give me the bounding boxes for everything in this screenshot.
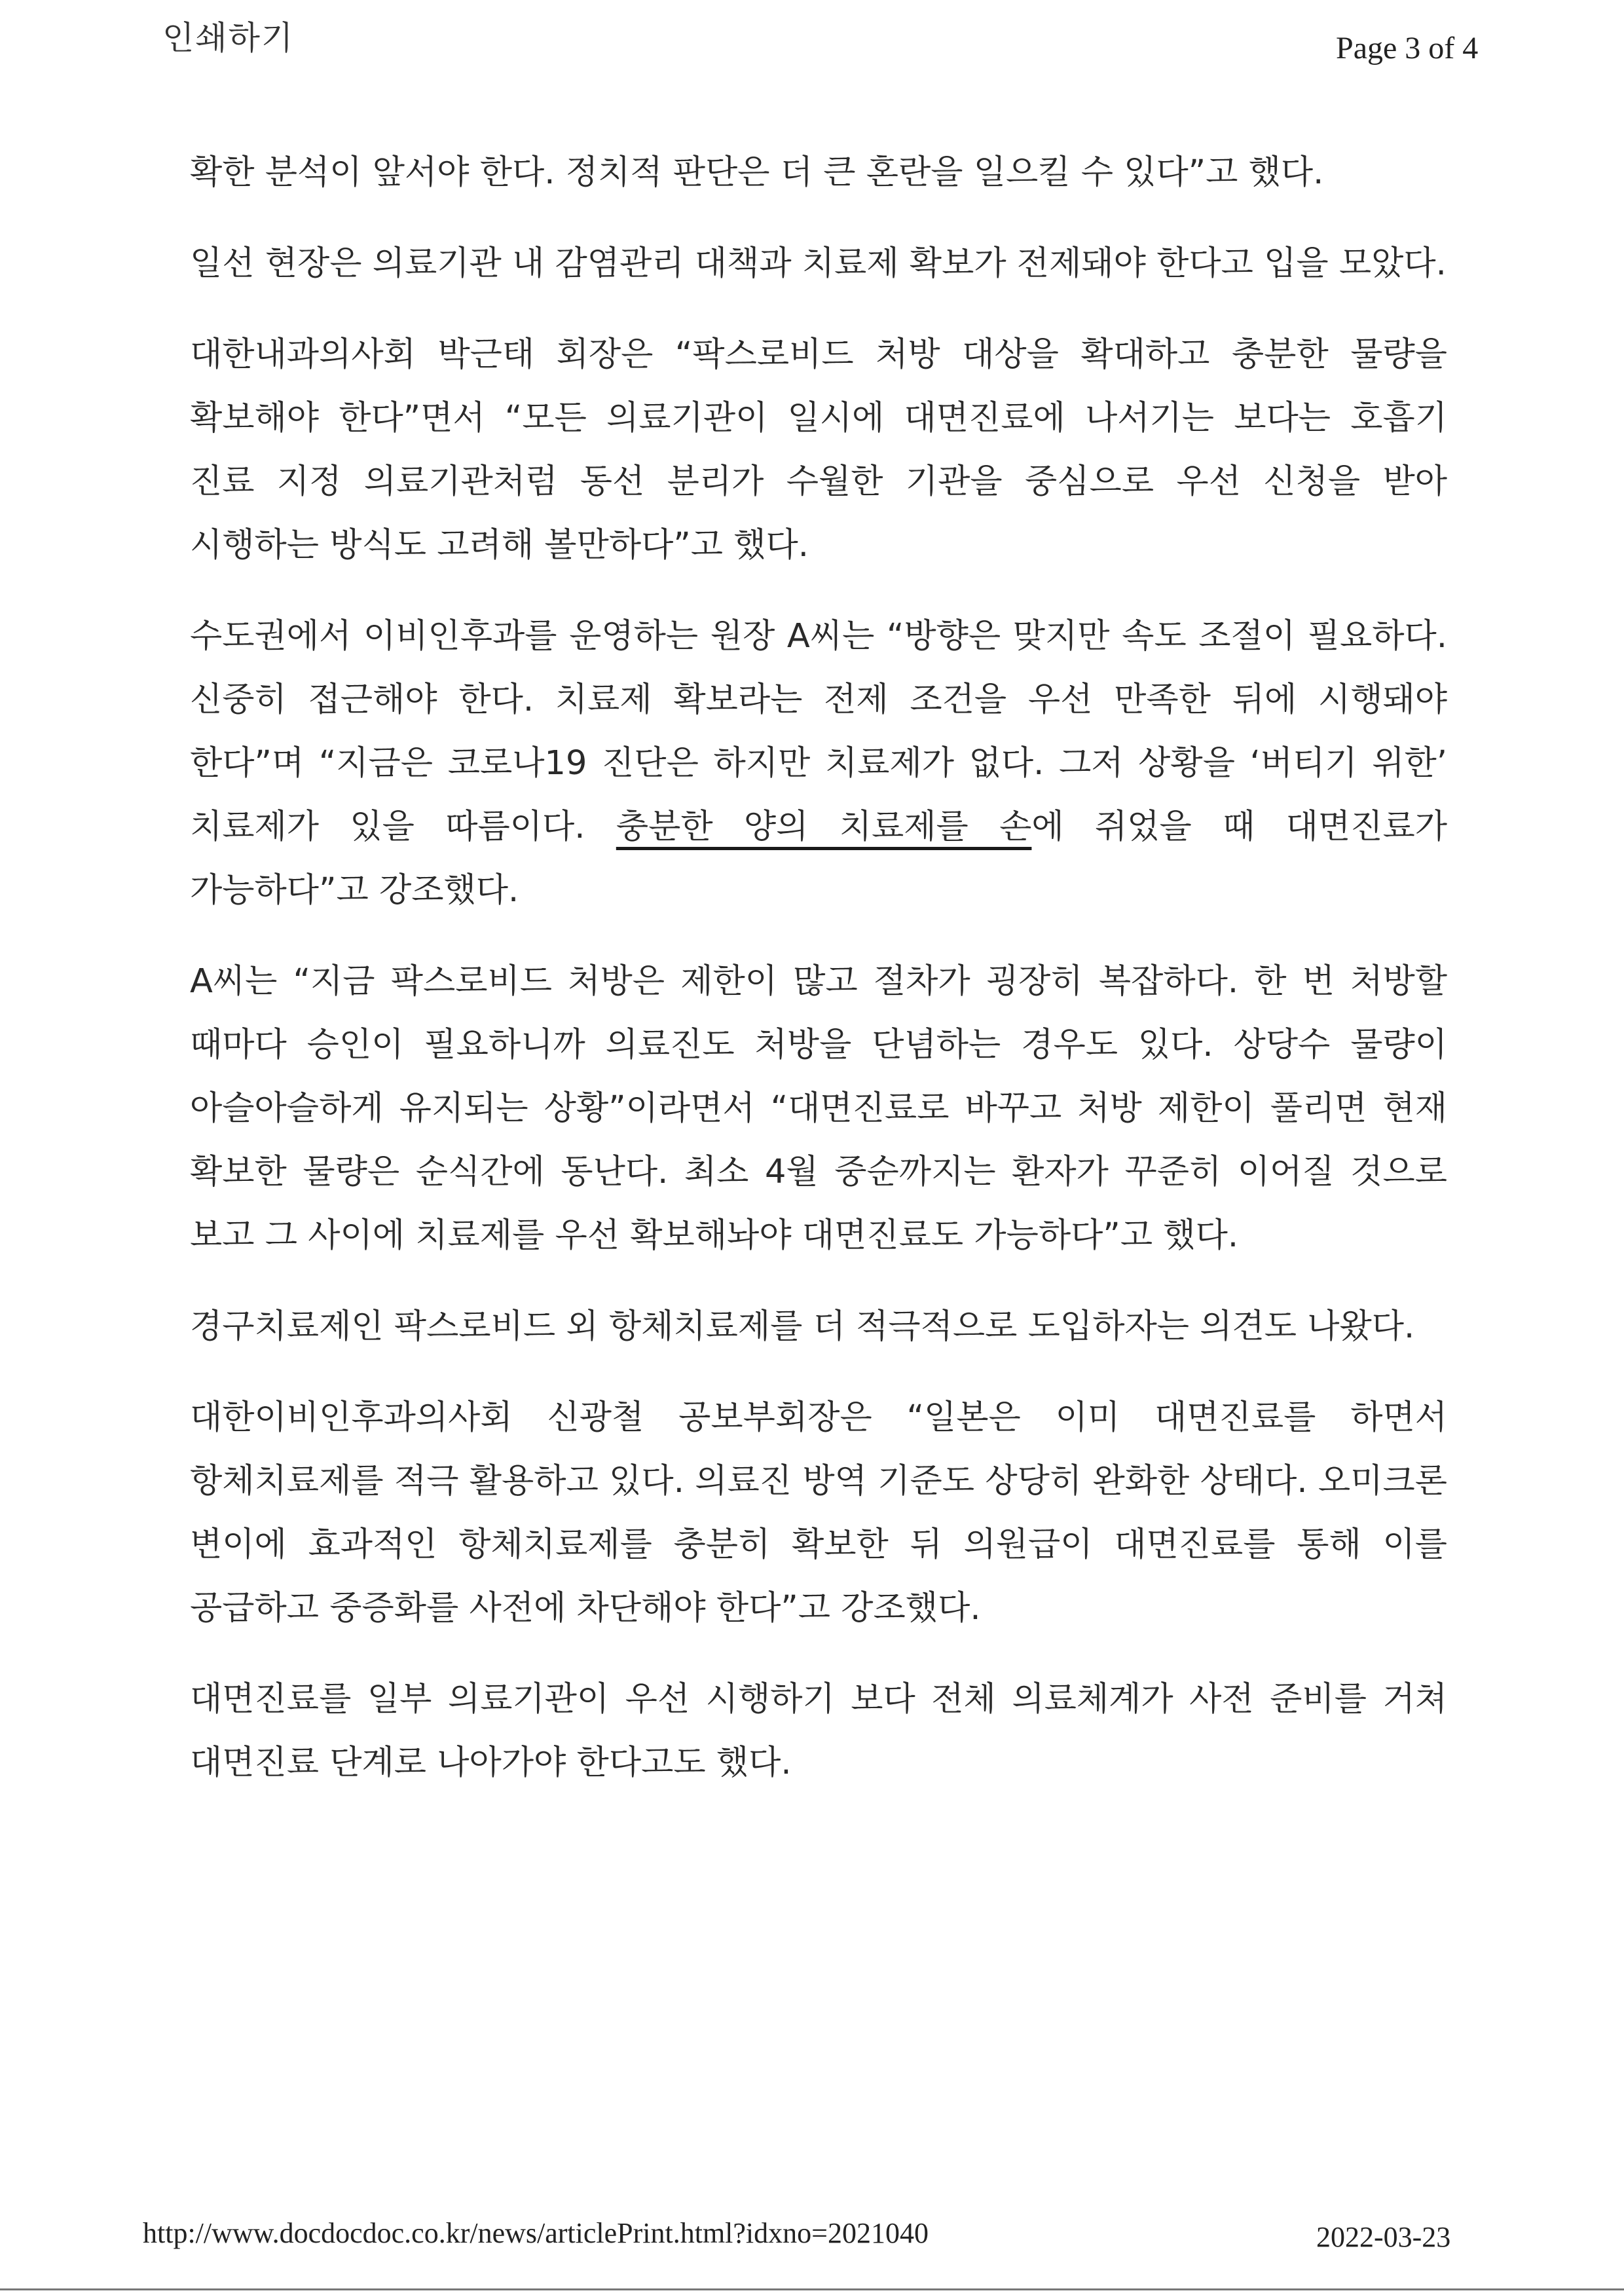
paragraph-2: 일선 현장은 의료기관 내 감염관리 대책과 치료제 확보가 전제돼야 한다고 입을 모았다. (190, 244, 1447, 283)
page-indicator: Page 3 of 4 (1336, 31, 1479, 65)
paragraph-4 (190, 605, 1447, 922)
paragraph-5: A씨는 “지금 팍스로비드 처방은 제한이 많고 절차가 굉장히 복잡하다. 한 번 처방할 때마다 승인이 필요하니까 의료진도 처방을 단념하는 경우도 있다. 상당수 물량이 아슬아슬하게 유지되는 상황”이라면서 “대면진료로 바꾸고 처방 제한이 풀리면 현재 확보한 물량은 순식간에 동난다. 최소 4월 중순까지는 환자가 꾸준히 이어질 것으로 보고 그 사이에 치료제를 우선 확보해놔야 대면진료도 가능하다”고 했다. (190, 962, 1447, 1255)
paragraph-1: 확한 분석이 앞서야 한다. 정치적 판단은 더 큰 혼란을 일으킬 수 있다”고 했다. (190, 153, 1324, 192)
page-edge-divider (0, 2288, 1624, 2290)
underlined-phrase: 충분한 양의 치료제를 손 (616, 808, 1032, 846)
article-body (190, 141, 1447, 1795)
paragraph-4-text-after: 에 쥐었을 때 대면진료가 가능하다”고 강조했다. (190, 808, 1447, 910)
paragraph-8: 대면진료를 일부 의료기관이 우선 시행하기 보다 전체 의료체계가 사전 준비를 거쳐 대면진료 단계로 나아가야 한다고도 했다. (190, 1680, 1447, 1782)
paragraph-6: 경구치료제인 팍스로비드 외 항체치료제를 더 적극적으로 도입하자는 의견도 나왔다. (190, 1307, 1415, 1346)
paragraph-7: 대한이비인후과의사회 신광철 공보부회장은 “일본은 이미 대면진료를 하면서 항체치료제를 적극 활용하고 있다. 의료진 방역 기준도 상당히 완화한 상태다. 오미크론 변이에 효과적인 항체치료제를 충분히 확보한 뒤 의원급이 대면진료를 통해 이를 공급하고 중증화를 사전에 차단해야 한다”고 강조했다. (190, 1398, 1447, 1628)
footer-date: 2022-03-23 (1316, 2221, 1451, 2253)
paragraph-3: 대한내과의사회 박근태 회장은 “팍스로비드 처방 대상을 확대하고 충분한 물량을 확보해야 한다”면서 “모든 의료기관이 일시에 대면진료에 나서기는 보다는 호흡기 진료 지정 의료기관처럼 동선 분리가 수월한 기관을 중심으로 우선 신청을 받아 시행하는 방식도 고려해 볼만하다”고 했다. (190, 335, 1447, 565)
footer-url[interactable]: http://www.docdocdoc.co.kr/news/articlePrint.html?idxno=2021040 (143, 2217, 929, 2249)
print-link[interactable]: 인쇄하기 (162, 19, 295, 57)
paragraph-4-text-before: 수도권에서 이비인후과를 운영하는 원장 A씨는 “방향은 맞지만 속도 조절이 필요하다. 신중히 접근해야 한다. 치료제 확보라는 전제 조건을 우선 만족한 뒤에 시행돼야 한다”며 “지금은 코로나19 진단은 하지만 치료제가 없다. 그저 상황을 ‘버티기 위한’ 치료제가 있을 따름이다. (190, 617, 1447, 846)
